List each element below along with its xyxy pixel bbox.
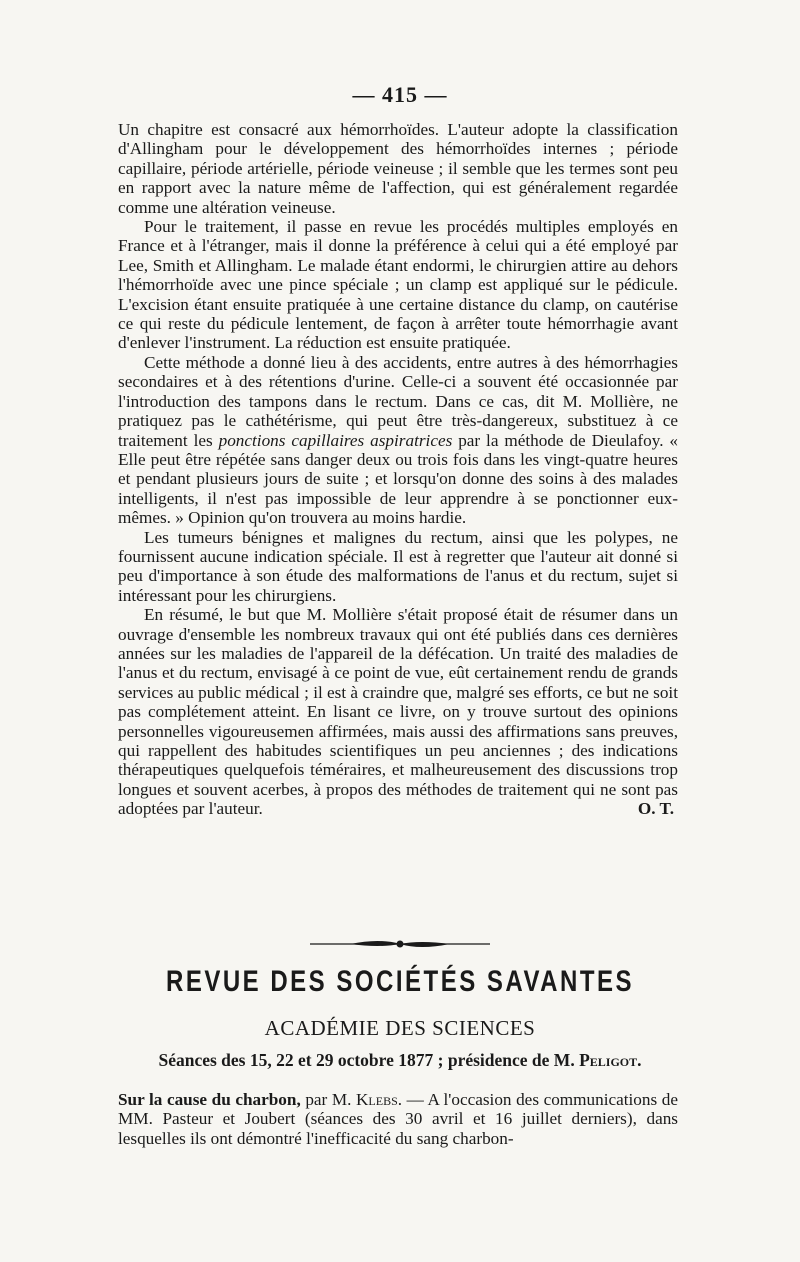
paragraph-summary	[118, 605, 678, 818]
paragraph-treatment: Pour le traitement, il passe en revue les procédés multiples employés en France et à l'étranger, mais il donne la préférence à celui qui a été employé par Lee, Smith et Allingham. Le malade étant endormi, le chirurgien attire au dehors l'hémorrhoïde avec une pince spéciale ; un clamp est appliqué sur le pédicule. L'excision étant ensuite pratiquée à une certaine distance du clamp, on cautérise ce qui reste du pédicule lentement, de façon à arrêter toute hémorrhagie avant d'enlever l'instrument. La réduction est ensuite pratiquée.	[118, 217, 678, 353]
subsection-title: ACADÉMIE DES SCIENCES	[264, 1016, 536, 1040]
sessions-president: Peligot.	[579, 1050, 642, 1070]
article-lead: Sur la cause du charbon,	[118, 1090, 301, 1109]
paragraph-summary-end: adoptées par l'auteur.	[118, 799, 263, 819]
page-number-header: — 415 —	[352, 82, 448, 107]
italic-term: ponctions capillaires aspiratrices	[218, 430, 453, 450]
paragraph-hemorrhoids: Un chapitre est consacré aux hémorrhoïdes. L'auteur adopte la classification d'Allingham pour le développement des hémorrhoïdes internes ; période capillaire, période artérielle, période veineuse ; il semble que les termes sont peu en rapport avec la nature même de l'affection, qui est généralement regardée comme une altération veineuse.	[118, 120, 678, 217]
paragraph-accidents-text: Cette méthode a donné lieu à des accidents, entre autres à des hémorrhagies secondaires et à des rétentions d'urine. Celle-ci a souvent été occasionnée par l'introduction des tampons dans le rectum. Dans ce cas, dit M. Mollière, ne pratiquez pas le cathétérisme, qui peut être très-dangereux, substituez à ce traitement les	[118, 352, 678, 450]
paragraph-tumors: Les tumeurs bénignes et malignes du rectum, ainsi que les polypes, ne fournissent aucune indication spéciale. Il est à regretter que l'auteur ait donné si peu d'importance à son étude des malformations de l'anus et du rectum, sujet si intéressant pour les chirurgiens.	[118, 527, 678, 605]
review-signature: O. T.	[637, 799, 674, 819]
sessions-text: Séances des 15, 22 et 29 octobre 1877 ; présidence de M.	[158, 1050, 575, 1070]
article-text: — A l'occasion des communications de MM. Pasteur et Joubert (séances des 30 avril et 16 juillet derniers), dans lesquelles ils ont démontré l'inefficacité du sang charbon-	[118, 1090, 678, 1148]
article-charbon	[118, 1090, 678, 1148]
sessions-line	[0, 1050, 800, 1071]
review-body	[118, 120, 678, 819]
article-author: Klebs.	[356, 1090, 403, 1109]
ornamental-divider	[310, 937, 490, 951]
paragraph-accidents-tail: par la méthode de Dieulafoy. « Elle peut être répétée sans danger deux ou trois fois dans les vingt-quatre heures et pendant plusieurs jours de suite ; et lorsqu'on donne des soins à des malades intelligents, il n'est pas impossible de leur apprendre à se ponctionner eux-mêmes. » Opinion qu'on trouvera au moins hardie.	[118, 430, 678, 528]
paragraph-accidents	[118, 353, 678, 528]
section-title: REVUE DES SOCIÉTÉS SAVANTES	[165, 964, 635, 999]
paragraph-summary-text: En résumé, le but que M. Mollière s'était proposé était de résumer dans un ouvrage d'ensemble les nombreux travaux qui ont été publiés dans ces dernières années sur les maladies de l'appareil de la défécation. Un traité des maladies de l'anus et du rectum, envisagé à ce point de vue, eût certainement rendu de grands services au public médical ; il est à craindre que, malgré ses efforts, ce but ne soit pas complétement atteint. En lisant ce livre, on y trouve surtout des opinions personnelles vigoureusemen affirmées, mais aussi des affirmations sans preuves, qui rappellent des habitudes scientifiques un peu anciennes ; des indications thérapeutiques quelquefois téméraires, et malheureusement des discussions trop longues et souvent acerbes, à propos des méthodes de traitement qui ne sont pas	[118, 605, 678, 799]
article-by: par M.	[305, 1090, 352, 1109]
